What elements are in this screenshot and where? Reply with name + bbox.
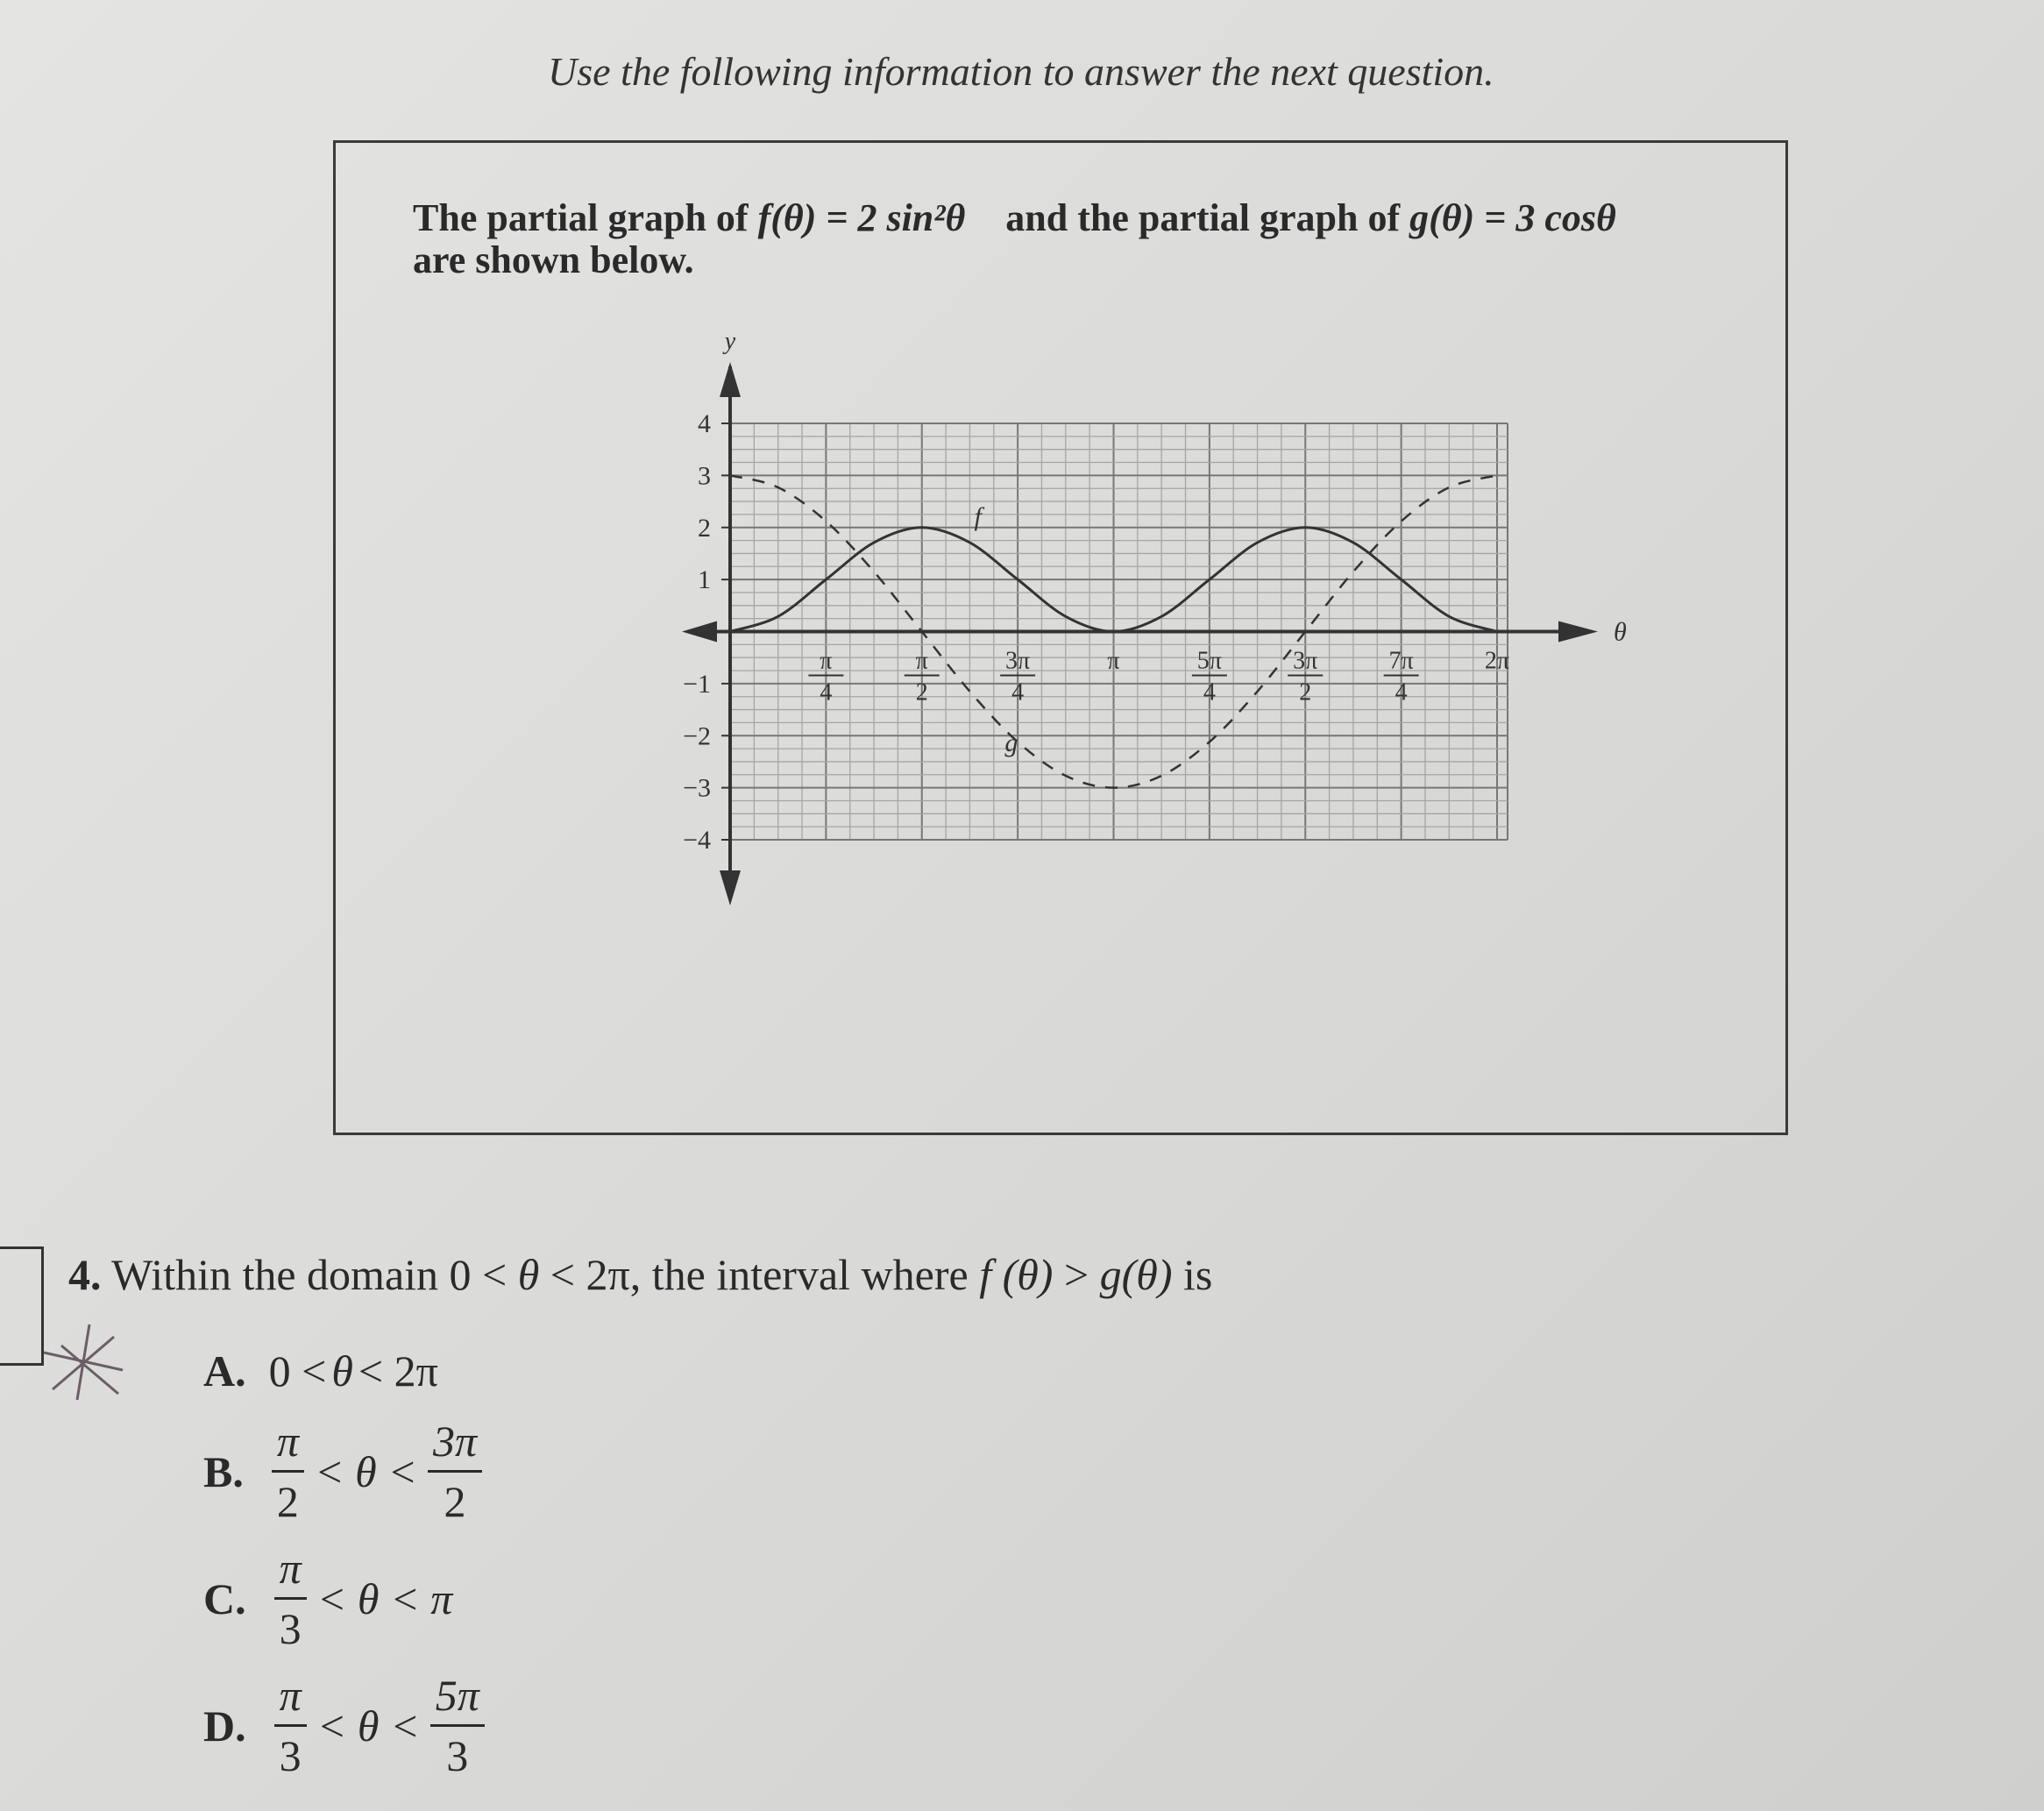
question-text-2: < 2π, the interval where [550, 1250, 969, 1299]
choice-letter: C. [203, 1573, 246, 1623]
intro-instruction: Use the following information to answer the next question. [548, 49, 1494, 94]
x-axis-arrow-left-icon [682, 621, 717, 643]
y-axis-label: y [724, 328, 736, 355]
graph-description [413, 197, 1728, 281]
f-definition: f(θ) = 2 sin²θ [757, 196, 966, 239]
question-g: g(θ) [1099, 1250, 1173, 1299]
choice-d-lower-fraction: $\frac{\pi}{3}$ [274, 1670, 307, 1781]
x-axis-arrow-icon [1558, 621, 1598, 643]
x-axis-label: θ [1614, 617, 1627, 647]
choice-a[interactable] [203, 1346, 438, 1396]
y-tick-label: 4 [698, 409, 711, 438]
x-tick-label: 7π [1388, 647, 1414, 675]
x-tick-label: 4 [1203, 678, 1216, 707]
choice-c-var: < θ < π [316, 1573, 453, 1623]
y-tick-label: −4 [683, 826, 711, 855]
choice-c-lower-fraction: $\frac{\pi}{3}$ [274, 1543, 307, 1654]
choice-b-var: < θ < [314, 1446, 417, 1496]
x-tick-label: 4 [1395, 678, 1408, 707]
question-f: f (θ) [979, 1250, 1054, 1299]
y-tick-label: −3 [683, 773, 711, 803]
choice-letter: A. [203, 1346, 246, 1396]
x-tick-label: 4 [820, 678, 833, 707]
series-annotation: f [974, 501, 982, 531]
x-tick-label: π [1107, 647, 1120, 675]
x-tick-label: π [820, 647, 833, 675]
choice-a-right: < 2π [358, 1346, 438, 1396]
x-tick-label: 3π [1293, 647, 1318, 675]
choice-d[interactable] [203, 1670, 490, 1781]
prompt-text-3: are shown below. [413, 238, 694, 281]
y-axis-arrow-down-icon [720, 870, 741, 906]
y-tick-label: 1 [698, 565, 711, 595]
choice-c[interactable] [203, 1543, 458, 1654]
question-text-1: Within the domain 0 < [111, 1250, 507, 1299]
choice-letter: B. [203, 1446, 244, 1496]
x-tick-label: 4 [1011, 678, 1025, 707]
series-annotation: g [1004, 728, 1018, 758]
question-gt: > [1063, 1250, 1089, 1299]
x-tick-label: π [915, 647, 928, 675]
choice-b[interactable] [203, 1416, 487, 1527]
x-tick-label: 2π [1484, 647, 1510, 675]
choice-b-upper-fraction: $\frac{3\pi}{2}$ [428, 1416, 482, 1527]
x-tick-label: 2 [915, 678, 928, 707]
prompt-text-1: The partial graph of [413, 196, 749, 239]
g-definition: g(θ) = 3 cosθ [1409, 196, 1616, 239]
y-tick-label: −1 [683, 669, 711, 699]
choice-b-lower-fraction: $\frac{\pi}{2}$ [272, 1416, 304, 1527]
x-tick-label: 3π [1005, 647, 1031, 675]
x-tick-label: 2 [1299, 678, 1312, 707]
choice-a-var: θ [331, 1346, 353, 1396]
choice-d-upper-fraction: $\frac{5\pi}{3}$ [430, 1670, 485, 1781]
prompt-text-2: and the partial graph of [1005, 196, 1401, 239]
x-tick-label: 5π [1196, 647, 1222, 675]
y-tick-label: 2 [698, 513, 711, 543]
question-number: 4. [68, 1250, 102, 1299]
question-4 [68, 1249, 1212, 1300]
y-axis-arrow-icon [720, 362, 741, 397]
y-tick-label: 3 [698, 461, 711, 491]
y-tick-label: −2 [683, 721, 711, 751]
information-box [333, 140, 1788, 1135]
function-graph [485, 327, 1627, 1072]
question-text-3: is [1183, 1250, 1213, 1299]
star-mark-icon [35, 1319, 131, 1407]
choice-letter: D. [203, 1701, 246, 1751]
choice-d-var: < θ < [316, 1701, 420, 1751]
question-theta: θ [517, 1250, 540, 1299]
choice-a-left: 0 < [268, 1346, 327, 1396]
